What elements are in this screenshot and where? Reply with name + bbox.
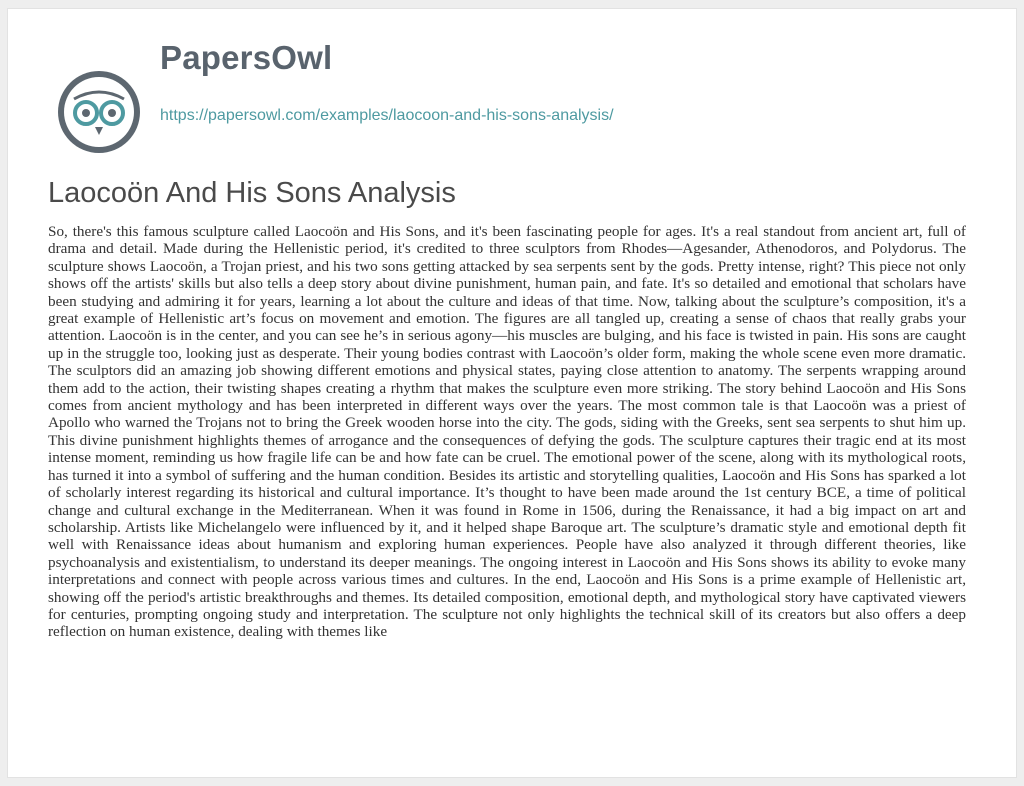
document-page <box>7 8 1017 778</box>
brand-name: PapersOwl <box>160 39 333 76</box>
owl-logo-icon <box>56 69 142 155</box>
essay-body: So, there's this famous sculpture called Laocoön and His Sons, and it's been fascinating people for ages. It's a real standout from ancient art, full of drama and detail. Made during the Hellenistic period, it's credited to three sculptors from Rhodes—Agesander, Athenodoros, and Polydorus. The sculpture shows Laocoön, a Trojan priest, and his two sons getting attacked by sea serpents sent by the gods. Pretty intense, right? This piece not only shows off the artists' skills but also tells a deep story about divine punishment, human pain, and fate. It's so detailed and emotional that scholars have been studying and admiring it for years, learning a lot about the culture and ideas of that time. Now, talking about the sculpture’s composition, it's a great example of Hellenistic art’s focus on movement and emotion. The figures are all tangled up, creating a sense of chaos that really grabs your attention. Laocoön is in the center, and you can see he’s in serious agony—his muscles are bulging, and his face is twisted in pain. His sons are caught up in the struggle too, looking just as desperate. Their young bodies contrast with Laocoön’s older form, making the whole scene even more dramatic. The sculptors did an amazing job showing different emotions and physical states, paying close attention to anatomy. The serpents wrapping around them add to the action, their twisting shapes creating a rhythm that makes the sculpture even more striking. The story behind Laocoön and His Sons comes from ancient mythology and has been interpreted in different ways over the years. The most common tale is that Laocoön was a priest of Apollo who warned the Trojans not to bring the Greek wooden horse into the city. The gods, siding with the Greeks, sent sea serpents to shut him up. This divine punishment highlights themes of arrogance and the consequences of defying the gods. The sculpture captures their tragic end at its most intense moment, reminding us how fragile life can be and how fate can be cruel. The emotional power of the scene, along with its mythological roots, has turned it into a symbol of suffering and the human condition. Besides its artistic and storytelling qualities, Laocoön and His Sons has sparked a lot of scholarly interest regarding its historical and cultural importance. It’s thought to have been made around the 1st century BCE, a time of political change and cultural exchange in the Mediterranean. When it was found in Rome in 1506, during the Renaissance, it had a big impact on art and scholarship. Artists like Michelangelo were influenced by it, and it helped shape Baroque art. The sculpture’s dramatic style and emotional depth fit well with Renaissance ideas about humanism and exploring human experiences. People have also analyzed it through different theories, like psychoanalysis and existentialism, to understand its deeper meanings. The ongoing interest in Laocoön and His Sons shows its ability to evoke many interpretations and connect with people across various times and cultures. In the end, Laocoön and His Sons is a prime example of Hellenistic art, showing off the period's artistic breakthroughs and themes. Its detailed composition, emotional depth, and mythological story have captivated viewers for centuries, prompting ongoing study and interpretation. The sculpture not only highlights the technical skill of its creators but also offers a deep reflection on human existence, dealing with themes like <box>48 223 966 641</box>
site-header <box>52 35 952 145</box>
page-url[interactable]: https://papersowl.com/examples/laocoon-and-his-sons-analysis/ <box>160 107 614 124</box>
page-title: Laocoön And His Sons Analysis <box>48 177 456 209</box>
